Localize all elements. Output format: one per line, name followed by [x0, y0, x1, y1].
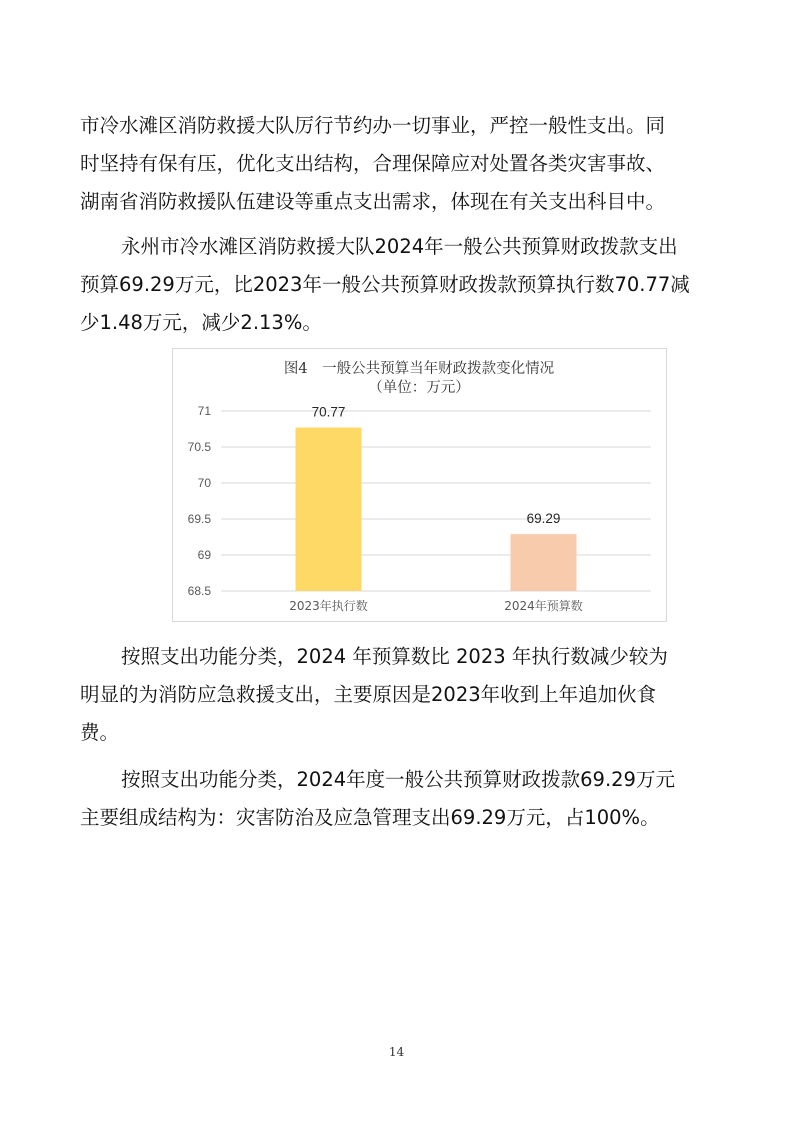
y-tick-label: 70.5 [187, 440, 211, 454]
chart-subtitle: （单位：万元） [368, 380, 470, 396]
paragraph-line: 明显的为消防应急救援支出，主要原因是2023年收到上年追加伙食 [80, 683, 657, 706]
bar-1 [296, 428, 362, 591]
paragraph-line: 永州市冷水滩区消防救援大队2024年一般公共预算财政拨款支出 [121, 235, 678, 258]
data-label: 69.29 [526, 511, 561, 527]
budget-change-chart [172, 348, 667, 622]
paragraph-2 [80, 228, 720, 342]
y-tick-label: 68.5 [187, 584, 211, 598]
paragraph-4 [80, 761, 720, 837]
bar-2 [511, 534, 577, 591]
paragraph-1 [80, 107, 720, 221]
x-tick-label: 2023年执行数 [289, 599, 368, 613]
chart-canvas [173, 349, 666, 621]
paragraph-line: 市冷水滩区消防救援大队厉行节约办一切事业，严控一般性支出。同 [80, 114, 666, 137]
paragraph-3 [80, 638, 720, 752]
paragraph-line: 费。 [80, 721, 120, 744]
paragraph-line: 按照支出功能分类，2024年度一般公共预算财政拨款69.29万元 [121, 768, 675, 791]
y-tick-label: 69.5 [187, 512, 211, 526]
page-number: 14 [388, 1045, 405, 1059]
data-label: 70.77 [311, 404, 346, 420]
paragraph-line: 预算69.29万元，比2023年一般公共预算财政拨款预算执行数70.77减 [80, 273, 690, 296]
chart-title: 图4 一般公共预算当年财政拨款变化情况 [283, 361, 555, 377]
paragraph-line: 湖南省消防救援队伍建设等重点支出需求，体现在有关支出科目中。 [80, 190, 666, 213]
y-tick-label: 71 [197, 404, 211, 418]
x-tick-label: 2024年预算数 [504, 599, 583, 613]
paragraph-line: 少1.48万元，减少2.13%。 [80, 311, 322, 334]
paragraph-line: 时坚持有保有压，优化支出结构，合理保障应对处置各类灾害事故、 [80, 152, 666, 175]
y-tick-label: 70 [197, 476, 211, 490]
paragraph-line: 主要组成结构为：灾害防治及应急管理支出69.29万元，占100%。 [80, 806, 660, 829]
paragraph-line: 按照支出功能分类，2024 年预算数比 2023 年执行数减少较为 [121, 645, 668, 668]
y-tick-label: 69 [197, 548, 211, 562]
